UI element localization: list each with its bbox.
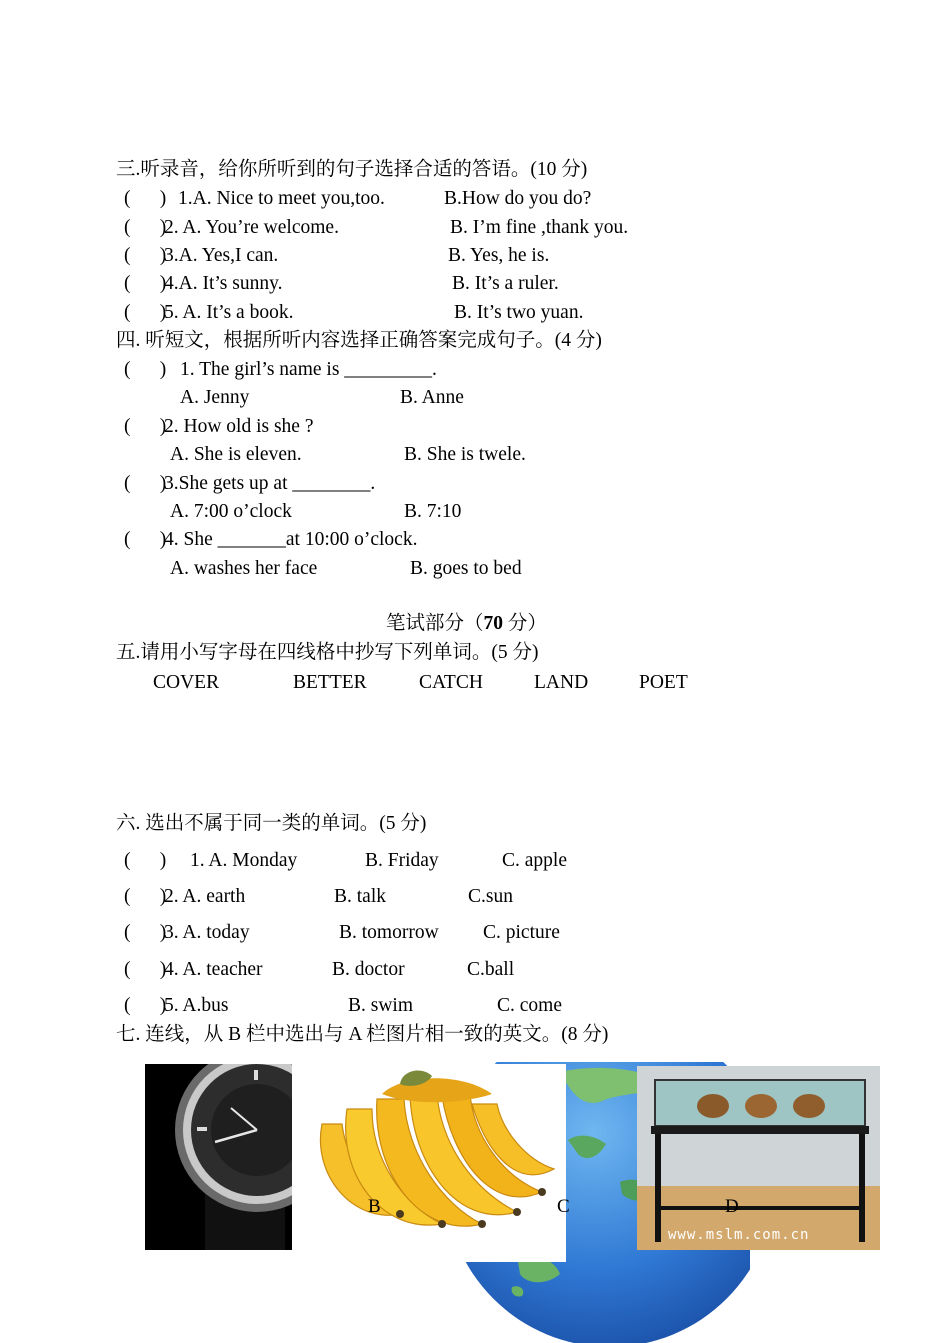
option-a: 1.A. Nice to meet you,too. xyxy=(178,188,385,209)
answer-blank[interactable]: ( ) xyxy=(124,922,167,943)
copy-word: LAND xyxy=(534,672,589,693)
option-b: B. doctor xyxy=(332,959,405,980)
answer-blank[interactable]: ( ) xyxy=(124,416,167,437)
option-b: B. 7:10 xyxy=(404,501,462,522)
option-b: B. It’s two yuan. xyxy=(454,302,584,323)
option-a: 4. A. teacher xyxy=(164,959,263,980)
answer-blank[interactable]: ( ) xyxy=(124,302,167,323)
option-a: 2. A. You’re welcome. xyxy=(164,217,339,238)
option-b: B. Anne xyxy=(400,387,464,408)
banana-picture xyxy=(292,1064,566,1262)
option-a: A. washes her face xyxy=(170,558,318,579)
answer-blank[interactable]: ( ) xyxy=(124,995,167,1016)
picture-label-b: B xyxy=(368,1196,381,1217)
copy-word: POET xyxy=(639,672,688,693)
option-a: 3.A. Yes,I can. xyxy=(164,245,279,266)
answer-blank[interactable]: ( ) xyxy=(124,473,167,494)
option-a: 2. A. earth xyxy=(164,886,246,907)
option-c: C.ball xyxy=(467,959,515,980)
option-b: B.How do you do? xyxy=(444,188,592,209)
option-c: C. apple xyxy=(502,850,567,871)
option-a: 5. A. It’s a book. xyxy=(164,302,294,323)
question-text: 1. The girl’s name is _________. xyxy=(180,359,437,380)
section-7-title: 七. 连线，从 B 栏中选出与 A 栏图片相一致的英文。(8 分) xyxy=(116,1024,609,1045)
section-3-title: 三.听录音，给你所听到的句子选择合适的答语。(10 分) xyxy=(116,159,588,180)
option-b: B. She is twele. xyxy=(404,444,526,465)
option-b: B. tomorrow xyxy=(339,922,439,943)
picture-label-c: C xyxy=(557,1196,570,1217)
watermark-text: www.mslm.com.cn xyxy=(668,1227,810,1243)
copy-word: BETTER xyxy=(293,672,367,693)
copy-word: COVER xyxy=(153,672,220,693)
option-b: B. I’m fine ,thank you. xyxy=(450,217,629,238)
option-c: C.sun xyxy=(468,886,513,907)
section-5-title: 五.请用小写字母在四线格中抄写下列单词。(5 分) xyxy=(116,642,539,663)
option-b: B. Friday xyxy=(365,850,439,871)
answer-blank[interactable]: ( ) xyxy=(124,188,167,209)
answer-blank[interactable]: ( ) xyxy=(124,359,167,380)
option-b: B. It’s a ruler. xyxy=(452,273,559,294)
question-text: 2. How old is she ? xyxy=(164,416,314,437)
section-6-title: 六. 选出不属于同一类的单词。(5 分) xyxy=(116,813,427,834)
answer-blank[interactable]: ( ) xyxy=(124,850,167,871)
option-c: C. picture xyxy=(483,922,560,943)
answer-blank[interactable]: ( ) xyxy=(124,886,167,907)
option-a: A. Jenny xyxy=(180,387,250,408)
option-a: 3. A. today xyxy=(164,922,250,943)
answer-blank[interactable]: ( ) xyxy=(124,959,167,980)
option-c: C. come xyxy=(497,995,562,1016)
option-b: B. talk xyxy=(334,886,386,907)
display-case-picture xyxy=(637,1066,880,1250)
answer-blank[interactable]: ( ) xyxy=(124,273,167,294)
option-b: B. Yes, he is. xyxy=(448,245,550,266)
written-part-heading: 笔试部分（70 分） xyxy=(386,613,547,634)
copy-word: CATCH xyxy=(419,672,483,693)
option-a: 5. A.bus xyxy=(164,995,229,1016)
option-a: A. 7:00 o’clock xyxy=(170,501,292,522)
option-a: A. She is eleven. xyxy=(170,444,302,465)
option-b: B. swim xyxy=(348,995,414,1016)
answer-blank[interactable]: ( ) xyxy=(124,245,167,266)
section-4-title: 四. 听短文，根据所听内容选择正确答案完成句子。(4 分) xyxy=(116,330,602,351)
answer-blank[interactable]: ( ) xyxy=(124,217,167,238)
answer-blank[interactable]: ( ) xyxy=(124,529,167,550)
option-a: 1. A. Monday xyxy=(190,850,298,871)
option-a: 4.A. It’s sunny. xyxy=(164,273,283,294)
question-text: 3.She gets up at ________. xyxy=(164,473,376,494)
option-b: B. goes to bed xyxy=(410,558,522,579)
picture-label-d: D xyxy=(725,1196,739,1217)
question-text: 4. She _______at 10:00 o’clock. xyxy=(164,529,418,550)
watch-picture xyxy=(145,1064,295,1250)
